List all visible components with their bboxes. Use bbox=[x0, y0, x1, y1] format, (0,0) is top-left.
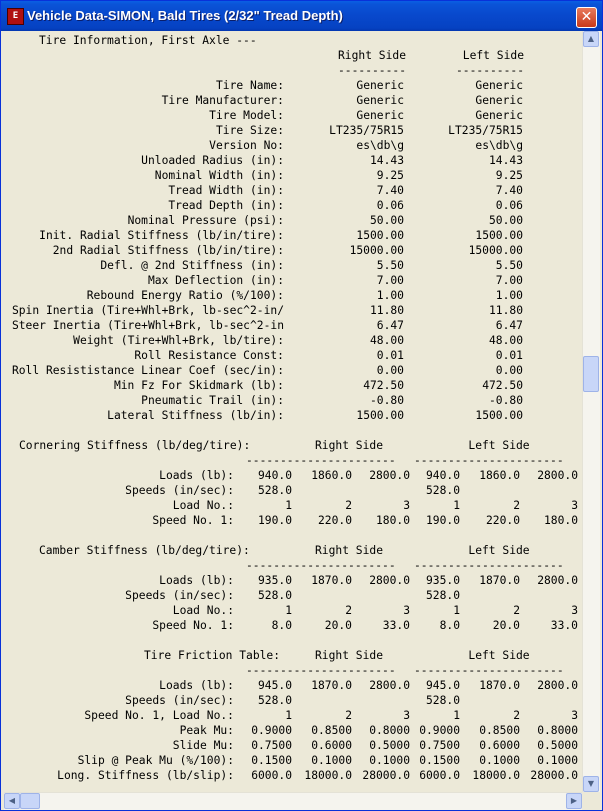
table-row bbox=[4, 303, 582, 318]
cornering-dash-line bbox=[4, 453, 582, 468]
row-label: Speed No. 1: bbox=[152, 619, 234, 632]
row-label: Speeds (in/sec): bbox=[125, 589, 234, 602]
left-value: 6.47 bbox=[495, 319, 523, 332]
right-value: 1870.0 bbox=[311, 574, 352, 587]
right-value: 2800.0 bbox=[369, 679, 410, 692]
right-value: 0.06 bbox=[376, 199, 404, 212]
column-header-right: Right Side bbox=[314, 649, 383, 662]
left-value: 5.50 bbox=[495, 259, 523, 272]
right-value: 0.8500 bbox=[311, 724, 352, 737]
report-content bbox=[4, 31, 582, 792]
scroll-down-button[interactable]: ▼ bbox=[583, 776, 599, 792]
right-value: 190.0 bbox=[257, 514, 292, 527]
left-value: 18000.0 bbox=[472, 769, 520, 782]
table-row bbox=[4, 513, 582, 528]
row-label: Tire Model: bbox=[209, 109, 284, 122]
row-label: Loads (lb): bbox=[159, 469, 234, 482]
table-row bbox=[4, 588, 582, 603]
table-row bbox=[4, 348, 582, 363]
left-value: 940.0 bbox=[425, 469, 460, 482]
right-value: -0.80 bbox=[369, 394, 404, 407]
right-value: 1870.0 bbox=[311, 679, 352, 692]
right-value: 528.0 bbox=[257, 589, 292, 602]
column-header-right: Right Side bbox=[314, 439, 383, 452]
left-value: 190.0 bbox=[425, 514, 460, 527]
table-row bbox=[4, 333, 582, 348]
right-value: Generic bbox=[356, 109, 404, 122]
row-label: Loads (lb): bbox=[159, 679, 234, 692]
right-value: 3 bbox=[403, 499, 410, 512]
right-value: 0.8000 bbox=[369, 724, 410, 737]
left-value: 33.0 bbox=[550, 619, 578, 632]
left-value: 1500.00 bbox=[475, 409, 523, 422]
row-label: Speed No. 1, Load No.: bbox=[84, 709, 234, 722]
scroll-right-button[interactable]: ▶ bbox=[566, 793, 582, 809]
left-value: 28000.0 bbox=[530, 769, 578, 782]
left-value: 935.0 bbox=[425, 574, 460, 587]
left-value: 180.0 bbox=[543, 514, 578, 527]
right-value: 7.00 bbox=[376, 274, 404, 287]
right-value: 48.00 bbox=[369, 334, 404, 347]
right-value: 0.00 bbox=[376, 364, 404, 377]
left-value: 0.8000 bbox=[537, 724, 578, 737]
friction-heading-line bbox=[4, 648, 582, 663]
scroll-left-button[interactable]: ◀ bbox=[4, 793, 20, 809]
row-label: Pneumatic Trail (in): bbox=[141, 394, 284, 407]
column-header-right: Right Side bbox=[314, 544, 383, 557]
horizontal-scroll-thumb[interactable] bbox=[20, 793, 40, 809]
scroll-up-button[interactable]: ▲ bbox=[583, 31, 599, 47]
column-divider: ---------- bbox=[337, 64, 406, 77]
left-value: 0.6000 bbox=[479, 739, 520, 752]
table-row bbox=[4, 483, 582, 498]
column-divider: ---------------------- bbox=[414, 454, 564, 467]
left-value: 1870.0 bbox=[479, 679, 520, 692]
row-label: Nominal Width (in): bbox=[154, 169, 284, 182]
left-value: 220.0 bbox=[485, 514, 520, 527]
left-value: 1 bbox=[453, 499, 460, 512]
row-label: Defl. @ 2nd Stiffness (in): bbox=[100, 259, 284, 272]
row-label: Speeds (in/sec): bbox=[125, 694, 234, 707]
left-value: 0.9000 bbox=[419, 724, 460, 737]
left-value: 2800.0 bbox=[537, 469, 578, 482]
right-value: 935.0 bbox=[257, 574, 292, 587]
row-label: Version No: bbox=[209, 139, 284, 152]
section-heading: Tire Friction Table: bbox=[144, 649, 281, 662]
left-value: 0.1000 bbox=[537, 754, 578, 767]
row-label: Roll Resististance Linear Coef (sec/in): bbox=[11, 364, 284, 377]
right-value: 940.0 bbox=[257, 469, 292, 482]
table-row bbox=[4, 693, 582, 708]
left-value: 9.25 bbox=[495, 169, 523, 182]
row-label: Steer Inertia (Tire+Whl+Brk, lb-sec^2-in bbox=[11, 319, 284, 332]
row-label: 2nd Radial Stiffness (lb/in/tire): bbox=[52, 244, 284, 257]
table-row bbox=[4, 108, 582, 123]
right-value: 220.0 bbox=[317, 514, 352, 527]
table-row bbox=[4, 393, 582, 408]
row-label: Min Fz For Skidmark (lb): bbox=[113, 379, 284, 392]
right-value: 7.40 bbox=[376, 184, 404, 197]
column-divider: ---------------------- bbox=[246, 559, 396, 572]
right-value: 1 bbox=[285, 709, 292, 722]
right-value: 0.01 bbox=[376, 349, 404, 362]
vertical-scroll-thumb[interactable] bbox=[583, 356, 599, 392]
row-label: Max Deflection (in): bbox=[147, 274, 284, 287]
left-value: 3 bbox=[571, 499, 578, 512]
row-label: Long. Stiffness (lb/slip): bbox=[57, 769, 234, 782]
column-header-left: Left Side bbox=[468, 649, 530, 662]
column-header-right: Right Side bbox=[337, 49, 406, 62]
table-row bbox=[4, 213, 582, 228]
table-row bbox=[4, 723, 582, 738]
friction-dash-line bbox=[4, 663, 582, 678]
left-value: 20.0 bbox=[492, 619, 520, 632]
table-row bbox=[4, 78, 582, 93]
left-value: 50.00 bbox=[488, 214, 523, 227]
left-value: 1 bbox=[453, 709, 460, 722]
right-value: 5.50 bbox=[376, 259, 404, 272]
size-grip bbox=[582, 792, 599, 809]
horizontal-scrollbar[interactable] bbox=[4, 792, 582, 810]
right-value: 6.47 bbox=[376, 319, 404, 332]
left-value: 2 bbox=[513, 604, 520, 617]
row-label: Unloaded Radius (in): bbox=[141, 154, 284, 167]
row-label: Roll Resistance Const: bbox=[134, 349, 284, 362]
left-value: -0.80 bbox=[488, 394, 523, 407]
row-label: Loads (lb): bbox=[159, 574, 234, 587]
right-value: 945.0 bbox=[257, 679, 292, 692]
right-value: 3 bbox=[403, 709, 410, 722]
column-header-left: Left Side bbox=[462, 49, 524, 62]
right-value: LT235/75R15 bbox=[329, 124, 404, 137]
table-row bbox=[4, 618, 582, 633]
left-value: 2 bbox=[513, 709, 520, 722]
left-value: 0.06 bbox=[495, 199, 523, 212]
table-row bbox=[4, 318, 582, 333]
table-row bbox=[4, 123, 582, 138]
right-value: 28000.0 bbox=[362, 769, 410, 782]
right-value: es\db\g bbox=[356, 139, 404, 152]
row-label: Tire Manufacturer: bbox=[161, 94, 284, 107]
right-value: 3 bbox=[403, 604, 410, 617]
left-value: 0.1000 bbox=[479, 754, 520, 767]
table-row bbox=[4, 678, 582, 693]
left-value: 2800.0 bbox=[537, 574, 578, 587]
table-row bbox=[4, 498, 582, 513]
table-row bbox=[4, 603, 582, 618]
row-label: Slip @ Peak Mu (%/100): bbox=[77, 754, 234, 767]
left-value: 528.0 bbox=[425, 589, 460, 602]
row-label: Load No.: bbox=[172, 499, 234, 512]
left-value: 1.00 bbox=[495, 289, 523, 302]
row-label: Tire Size: bbox=[215, 124, 284, 137]
left-value: Generic bbox=[475, 79, 523, 92]
table-row bbox=[4, 708, 582, 723]
table-row bbox=[4, 363, 582, 378]
right-value: 2 bbox=[345, 604, 352, 617]
right-value: 0.1500 bbox=[251, 754, 292, 767]
table-row bbox=[4, 738, 582, 753]
table-row bbox=[4, 468, 582, 483]
right-value: 50.00 bbox=[369, 214, 404, 227]
left-value: es\db\g bbox=[475, 139, 523, 152]
left-value: 0.1500 bbox=[419, 754, 460, 767]
left-value: 0.00 bbox=[495, 364, 523, 377]
row-label: Load No.: bbox=[172, 604, 234, 617]
table-row bbox=[4, 243, 582, 258]
left-value: 7.00 bbox=[495, 274, 523, 287]
right-value: 0.1000 bbox=[369, 754, 410, 767]
left-value: 11.80 bbox=[488, 304, 523, 317]
right-value: Generic bbox=[356, 79, 404, 92]
right-value: 0.5000 bbox=[369, 739, 410, 752]
column-divider: ---------------------- bbox=[246, 664, 396, 677]
row-label: Lateral Stiffness (lb/in): bbox=[107, 409, 284, 422]
table-row bbox=[4, 768, 582, 783]
left-value: 0.5000 bbox=[537, 739, 578, 752]
table-row bbox=[4, 153, 582, 168]
table-row bbox=[4, 273, 582, 288]
row-label: Rebound Energy Ratio (%/100): bbox=[86, 289, 284, 302]
table-row bbox=[4, 138, 582, 153]
right-value: 2800.0 bbox=[369, 469, 410, 482]
column-header-left: Left Side bbox=[468, 439, 530, 452]
section-heading: Tire Information, First Axle --- bbox=[39, 34, 257, 47]
left-value: 3 bbox=[571, 604, 578, 617]
section-heading: Camber Stiffness (lb/deg/tire): bbox=[39, 544, 250, 557]
column-divider: ---------- bbox=[455, 64, 524, 77]
right-value: 0.7500 bbox=[251, 739, 292, 752]
table-row bbox=[4, 228, 582, 243]
right-value: 2800.0 bbox=[369, 574, 410, 587]
section-heading: Cornering Stiffness (lb/deg/tire): bbox=[19, 439, 251, 452]
left-value: 1870.0 bbox=[479, 574, 520, 587]
right-value: 14.43 bbox=[369, 154, 404, 167]
right-value: 1500.00 bbox=[356, 409, 404, 422]
left-value: 1860.0 bbox=[479, 469, 520, 482]
right-value: 15000.00 bbox=[349, 244, 404, 257]
column-header-left: Left Side bbox=[468, 544, 530, 557]
title-bar[interactable] bbox=[1, 1, 602, 31]
right-value: 1 bbox=[285, 499, 292, 512]
table-row bbox=[4, 183, 582, 198]
right-value: 2 bbox=[345, 709, 352, 722]
table-row bbox=[4, 288, 582, 303]
window-title: Vehicle Data-SIMON, Bald Tires (2/32" Tread Depth) bbox=[27, 8, 343, 23]
left-value: 15000.00 bbox=[468, 244, 523, 257]
right-value: 1500.00 bbox=[356, 229, 404, 242]
right-value: 11.80 bbox=[369, 304, 404, 317]
row-label: Slide Mu: bbox=[172, 739, 234, 752]
left-value: 472.50 bbox=[482, 379, 523, 392]
left-value: Generic bbox=[475, 94, 523, 107]
left-value: 8.0 bbox=[439, 619, 460, 632]
left-value: 2800.0 bbox=[537, 679, 578, 692]
left-value: 945.0 bbox=[425, 679, 460, 692]
right-value: 0.9000 bbox=[251, 724, 292, 737]
report-text-area[interactable] bbox=[4, 31, 582, 792]
cornering-heading-line bbox=[4, 438, 582, 453]
close-button[interactable]: ✕ bbox=[576, 7, 597, 28]
row-label: Weight (Tire+Whl+Brk, lb/tire): bbox=[73, 334, 284, 347]
left-value: 6000.0 bbox=[419, 769, 460, 782]
left-value: 0.8500 bbox=[479, 724, 520, 737]
right-value: 180.0 bbox=[375, 514, 410, 527]
table-row bbox=[4, 168, 582, 183]
right-value: 8.0 bbox=[271, 619, 292, 632]
right-value: Generic bbox=[356, 94, 404, 107]
right-value: 18000.0 bbox=[304, 769, 352, 782]
row-label: Speeds (in/sec): bbox=[125, 484, 234, 497]
right-value: 0.6000 bbox=[311, 739, 352, 752]
row-label: Nominal Pressure (psi): bbox=[127, 214, 284, 227]
tire-info-dash-line bbox=[4, 63, 582, 78]
left-value: 14.43 bbox=[488, 154, 523, 167]
table-row bbox=[4, 198, 582, 213]
camber-dash-line bbox=[4, 558, 582, 573]
app-icon[interactable]: E bbox=[7, 8, 24, 25]
row-label: Peak Mu: bbox=[179, 724, 234, 737]
right-value: 1 bbox=[285, 604, 292, 617]
right-value: 33.0 bbox=[382, 619, 410, 632]
left-value: LT235/75R15 bbox=[448, 124, 523, 137]
left-value: 1500.00 bbox=[475, 229, 523, 242]
right-value: 1.00 bbox=[376, 289, 404, 302]
left-value: 1 bbox=[453, 604, 460, 617]
table-row bbox=[4, 93, 582, 108]
left-value: 48.00 bbox=[488, 334, 523, 347]
right-value: 2 bbox=[345, 499, 352, 512]
camber-heading-line bbox=[4, 543, 582, 558]
table-row bbox=[4, 753, 582, 768]
column-divider: ---------------------- bbox=[414, 664, 564, 677]
row-label: Speed No. 1: bbox=[152, 514, 234, 527]
left-value: 7.40 bbox=[495, 184, 523, 197]
tire-info-heading-line bbox=[4, 33, 582, 48]
column-divider: ---------------------- bbox=[414, 559, 564, 572]
row-label: Init. Radial Stiffness (lb/in/tire): bbox=[39, 229, 284, 242]
right-value: 9.25 bbox=[376, 169, 404, 182]
table-row bbox=[4, 378, 582, 393]
row-label: Spin Inertia (Tire+Whl+Brk, lb-sec^2-in/ bbox=[11, 304, 284, 317]
right-value: 6000.0 bbox=[251, 769, 292, 782]
column-divider: ---------------------- bbox=[246, 454, 396, 467]
right-value: 1860.0 bbox=[311, 469, 352, 482]
left-value: 0.01 bbox=[495, 349, 523, 362]
row-label: Tread Depth (in): bbox=[168, 199, 284, 212]
table-row bbox=[4, 573, 582, 588]
right-value: 528.0 bbox=[257, 484, 292, 497]
left-value: 2 bbox=[513, 499, 520, 512]
row-label: Tread Width (in): bbox=[168, 184, 284, 197]
left-value: 3 bbox=[571, 709, 578, 722]
vertical-scrollbar[interactable] bbox=[582, 31, 600, 792]
table-row bbox=[4, 258, 582, 273]
right-value: 472.50 bbox=[363, 379, 404, 392]
row-label: Tire Name: bbox=[215, 79, 284, 92]
left-value: Generic bbox=[475, 109, 523, 122]
left-value: 0.7500 bbox=[419, 739, 460, 752]
left-value: 528.0 bbox=[425, 484, 460, 497]
right-value: 20.0 bbox=[324, 619, 352, 632]
left-value: 528.0 bbox=[425, 694, 460, 707]
tire-info-header-line bbox=[4, 48, 582, 63]
table-row bbox=[4, 408, 582, 423]
right-value: 0.1000 bbox=[311, 754, 352, 767]
right-value: 528.0 bbox=[257, 694, 292, 707]
